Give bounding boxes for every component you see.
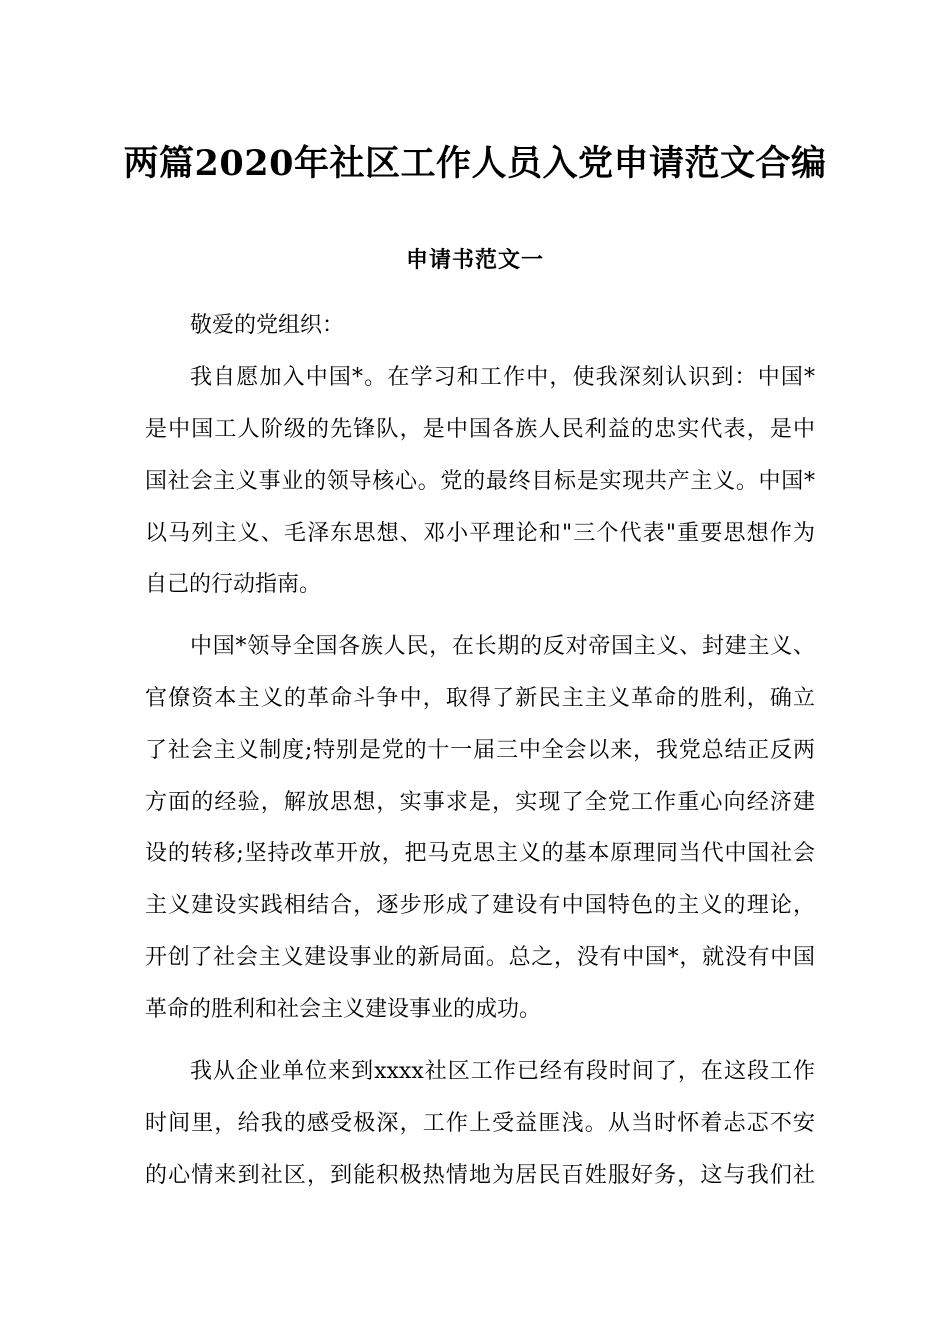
paragraph-1-line-5: 自己的行动指南。 — [145, 572, 322, 597]
paragraph-1-line-3: 国社会主义事业的领导核心。党的最终目标是实现共产主义。中国* — [145, 469, 815, 494]
paragraph-3-line-2: 时间里，给我的感受极深，工作上受益匪浅。从当时怀着忐忑不安 — [145, 1111, 815, 1136]
document-title: 两篇2020年社区工作人员入党申请范文合编 — [123, 143, 827, 184]
paragraph-2-line-4: 方面的经验，解放思想，实事求是，实现了全党工作重心向经济建 — [145, 790, 815, 815]
section-heading: 申请书范文一 — [405, 247, 544, 273]
salutation: 敬爱的党组织： — [190, 313, 345, 338]
paragraph-2-line-5: 设的转移;坚持改革开放，把马克思主义的基本原理同当代中国社会 — [145, 841, 815, 866]
paragraph-2-line-6: 主义建设实践相结合，逐步形成了建设有中国特色的主义的理论， — [145, 893, 815, 918]
paragraph-1-line-1: 我自愿加入中国*。在学习和工作中，使我深刻认识到：中国* — [190, 365, 815, 390]
paragraph-3-line-1: 我从企业单位来到xxxx社区工作已经有段时间了，在这段工作 — [190, 1059, 815, 1084]
paragraph-2-line-3: 了社会主义制度;特别是党的十一届三中全会以来，我党总结正反两 — [145, 738, 815, 763]
paragraph-2-line-7: 开创了社会主义建设事业的新局面。总之，没有中国*，就没有中国 — [145, 945, 815, 970]
paragraph-1-line-4: 以马列主义、毛泽东思想、邓小平理论和"三个代表"重要思想作为 — [145, 521, 815, 546]
paragraph-2-line-1: 中国*领导全国各族人民，在长期的反对帝国主义、封建主义、 — [190, 634, 815, 659]
paragraph-3-line-3: 的心情来到社区，到能积极热情地为居民百姓服好务，这与我们社 — [145, 1163, 815, 1188]
paragraph-1-line-2: 是中国工人阶级的先锋队，是中国各族人民利益的忠实代表，是中 — [145, 417, 815, 442]
paragraph-2-line-8: 革命的胜利和社会主义建设事业的成功。 — [145, 997, 542, 1022]
paragraph-2-line-2: 官僚资本主义的革命斗争中，取得了新民主主义革命的胜利，确立 — [145, 686, 815, 711]
